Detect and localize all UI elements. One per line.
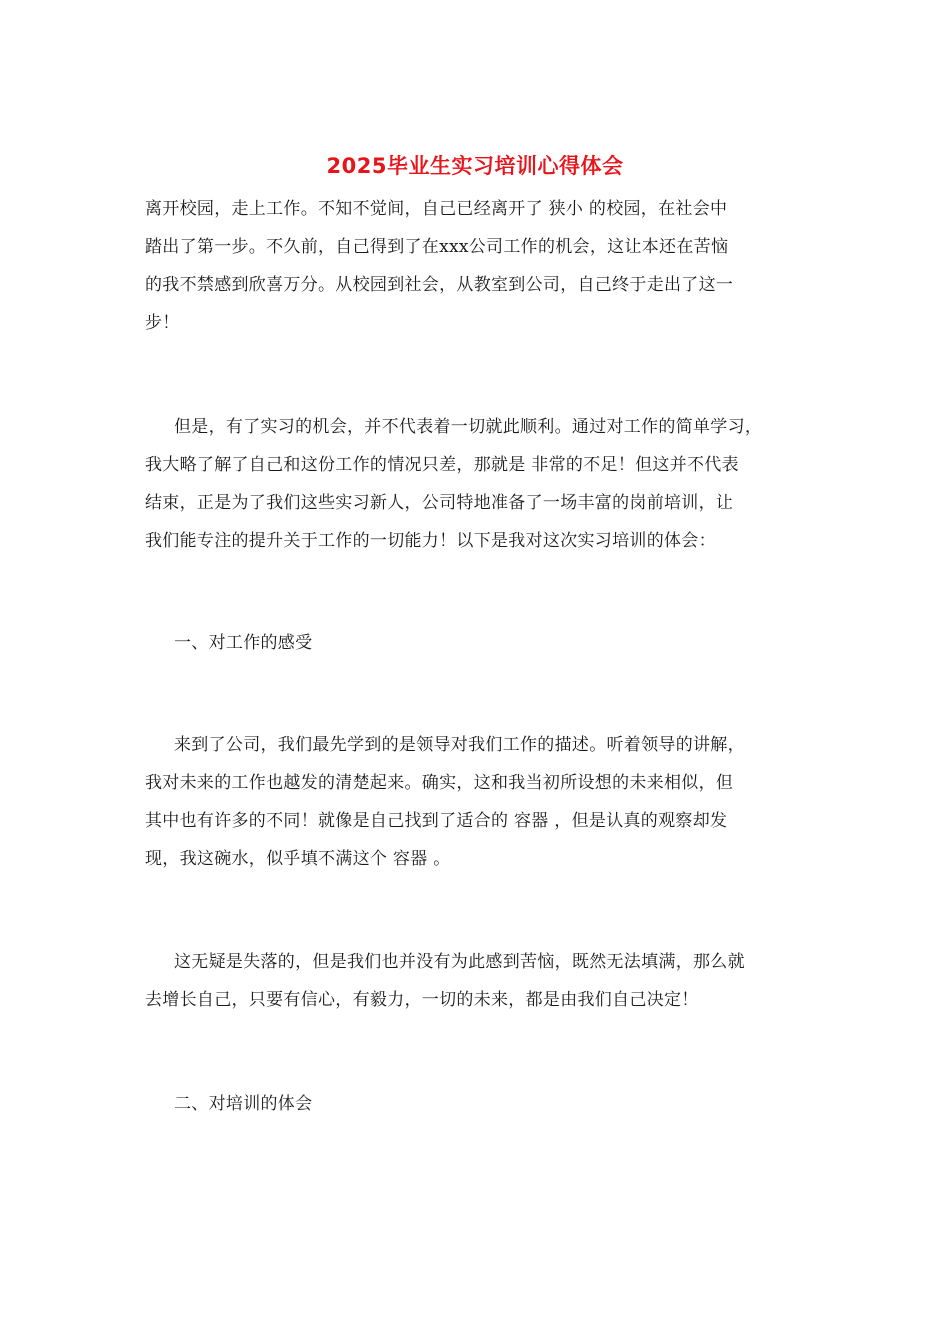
paragraph-2-line-4: 我们能专注的提升关于工作的一切能力！以下是我对这次实习培训的体会： (145, 531, 716, 551)
paragraph-1-line-1: 离开校园，走上工作。不知不觉间，自己已经离开了 狭小 的校园，在社会中 (145, 199, 728, 219)
section-heading-1: 一、对工作的感受 (174, 633, 313, 653)
paragraph-4-line-2: 去增长自己，只要有信心，有毅力，一切的未来，都是由我们自己决定！ (145, 990, 699, 1010)
paragraph-4-line-1: 这无疑是失落的，但是我们也并没有为此感到苦恼，既然无法填满，那么就 (174, 952, 745, 972)
document-title: 2025毕业生实习培训心得体会 (326, 154, 624, 178)
paragraph-3-line-4: 现，我这碗水，似乎填不满这个 容器 。 (145, 849, 451, 869)
section-heading-2: 二、对培训的体会 (174, 1094, 313, 1114)
paragraph-1-line-3: 的我不禁感到欣喜万分。从校园到社会，从教室到公司，自己终于走出了这一 (145, 275, 734, 295)
paragraph-1-line-4: 步！ (145, 313, 180, 333)
paragraph-3-line-1: 来到了公司，我们最先学到的是领导对我们工作的描述。听着领导的讲解， (174, 735, 745, 755)
paragraph-2-line-3: 结束，正是为了我们这些实习新人，公司特地准备了一场丰富的岗前培训，让 (145, 493, 734, 513)
paragraph-3-line-3: 其中也有许多的不同！就像是自己找到了适合的 容器 ，但是认真的观察却发 (145, 811, 728, 831)
paragraph-2-line-1: 但是，有了实习的机会，并不代表着一切就此顺利。通过对工作的简单学习， (174, 417, 763, 437)
paragraph-3-line-2: 我对未来的工作也越发的清楚起来。确实，这和我当初所设想的未来相似，但 (145, 773, 734, 793)
paragraph-1-line-2: 踏出了第一步。不久前，自己得到了在xxx公司工作的机会，这让本还在苦恼 (145, 237, 729, 257)
paragraph-2-line-2: 我大略了解了自己和这份工作的情况只差，那就是 非常的不足！但这并不代表 (145, 455, 739, 475)
